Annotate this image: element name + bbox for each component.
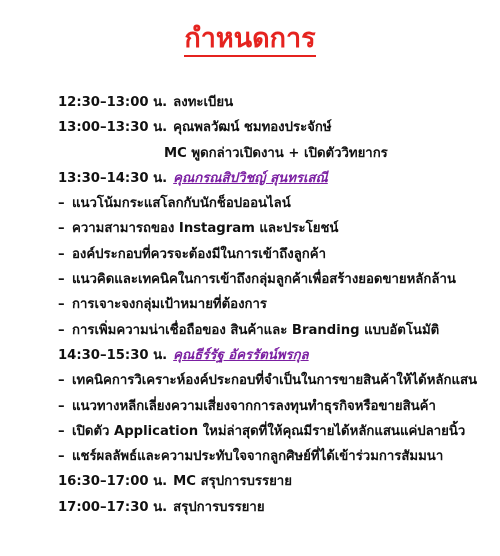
agenda-text: องค์ประกอบที่ควรจะต้องมีในการเข้าถึงลูกค้า — [72, 246, 326, 262]
agenda-text: ลงทะเบียน — [173, 95, 234, 110]
agenda-text: เปิดตัว Application ใหม่ล่าสุดที่ให้คุณมีรายได้หลักแสนแค่ปลายนิ้ว — [72, 423, 466, 439]
bullet-dash: – — [58, 297, 65, 313]
agenda-bullet-item — [58, 394, 494, 419]
bullet-dash: – — [58, 221, 65, 237]
agenda-bullet-item — [58, 267, 494, 292]
page-title — [0, 22, 500, 56]
agenda-text: MC สรุปการบรรยาย — [173, 474, 292, 490]
agenda-time: 14:30–15:30 น. — [58, 347, 168, 363]
agenda-row — [58, 90, 494, 115]
agenda-bullet-item — [58, 368, 494, 393]
agenda-bullet-item — [58, 191, 494, 216]
speaker-name: คุณกรณสิปวิชญ์ สุนทรเสณี — [173, 170, 328, 186]
bullet-dash: – — [58, 373, 65, 389]
agenda-time: 12:30–13:00 น. — [58, 95, 168, 110]
agenda-row — [58, 469, 494, 494]
agenda-text: MC พูดกล่าวเปิดงาน + เปิดตัววิทยากร — [164, 145, 388, 161]
agenda-text: เทคนิคการวิเคราะห์องค์ประกอบที่จำเป็นในการขายสินค้าให้ได้หลักแสน — [72, 373, 478, 389]
agenda-list — [58, 90, 494, 520]
agenda-time: 16:30–17:00 น. — [58, 474, 168, 490]
agenda-text: แชร์ผลลัพธ์และความประทับใจจากลูกศิษย์ที่ได้เข้าร่วมการสัมมนา — [72, 449, 444, 465]
agenda-text: แนวคิดและเทคนิคในการเข้าถึงกลุ่มลูกค้าเพื่อสร้างยอดขายหลักล้าน — [72, 272, 456, 288]
speaker-name: คุณธีร์รัฐ อัครรัตน์พรกุล — [173, 347, 309, 363]
agenda-row-speaker — [58, 166, 494, 191]
bullet-dash: – — [58, 398, 65, 414]
bullet-dash: – — [58, 272, 65, 288]
agenda-row-speaker — [58, 343, 494, 368]
agenda-bullet-item — [58, 444, 494, 469]
agenda-text: สรุปการบรรยาย — [173, 499, 265, 515]
agenda-row-indent — [58, 141, 494, 166]
agenda-bullet-item — [58, 292, 494, 317]
agenda-text: คุณพลวัฒน์ ชมทองประจักษ์ — [173, 120, 332, 136]
bullet-dash: – — [58, 246, 65, 262]
bullet-dash: – — [58, 449, 65, 465]
agenda-text: การเพิ่มความน่าเชื่อถือของ สินค้าและ Branding แบบอัตโนมัติ — [72, 322, 440, 338]
agenda-row — [58, 115, 494, 140]
agenda-bullet-item — [58, 216, 494, 241]
agenda-time: 13:00–13:30 น. — [58, 120, 168, 136]
agenda-time: 17:00–17:30 น. — [58, 499, 168, 515]
agenda-text: การเจาะจงกลุ่มเป้าหมายที่ต้องการ — [72, 297, 268, 313]
bullet-dash: – — [58, 322, 65, 338]
agenda-bullet-item — [58, 242, 494, 267]
agenda-text: แนวทางหลีกเลี่ยงความเสี่ยงจากการลงทุนทำธุรกิจหรือขายสินค้า — [72, 398, 436, 414]
agenda-bullet-item — [58, 318, 494, 343]
bullet-dash: – — [58, 196, 65, 212]
agenda-row — [58, 495, 494, 520]
page-title-text: กำหนดการ — [184, 23, 315, 57]
agenda-bullet-item — [58, 419, 494, 444]
agenda-time: 13:30–14:30 น. — [58, 170, 168, 186]
agenda-text: แนวโน้มกระแสโลกกับนักช็อปออนไลน์ — [72, 196, 291, 212]
agenda-text: ความสามารถของ Instagram และประโยชน์ — [72, 221, 339, 237]
bullet-dash: – — [58, 423, 65, 439]
